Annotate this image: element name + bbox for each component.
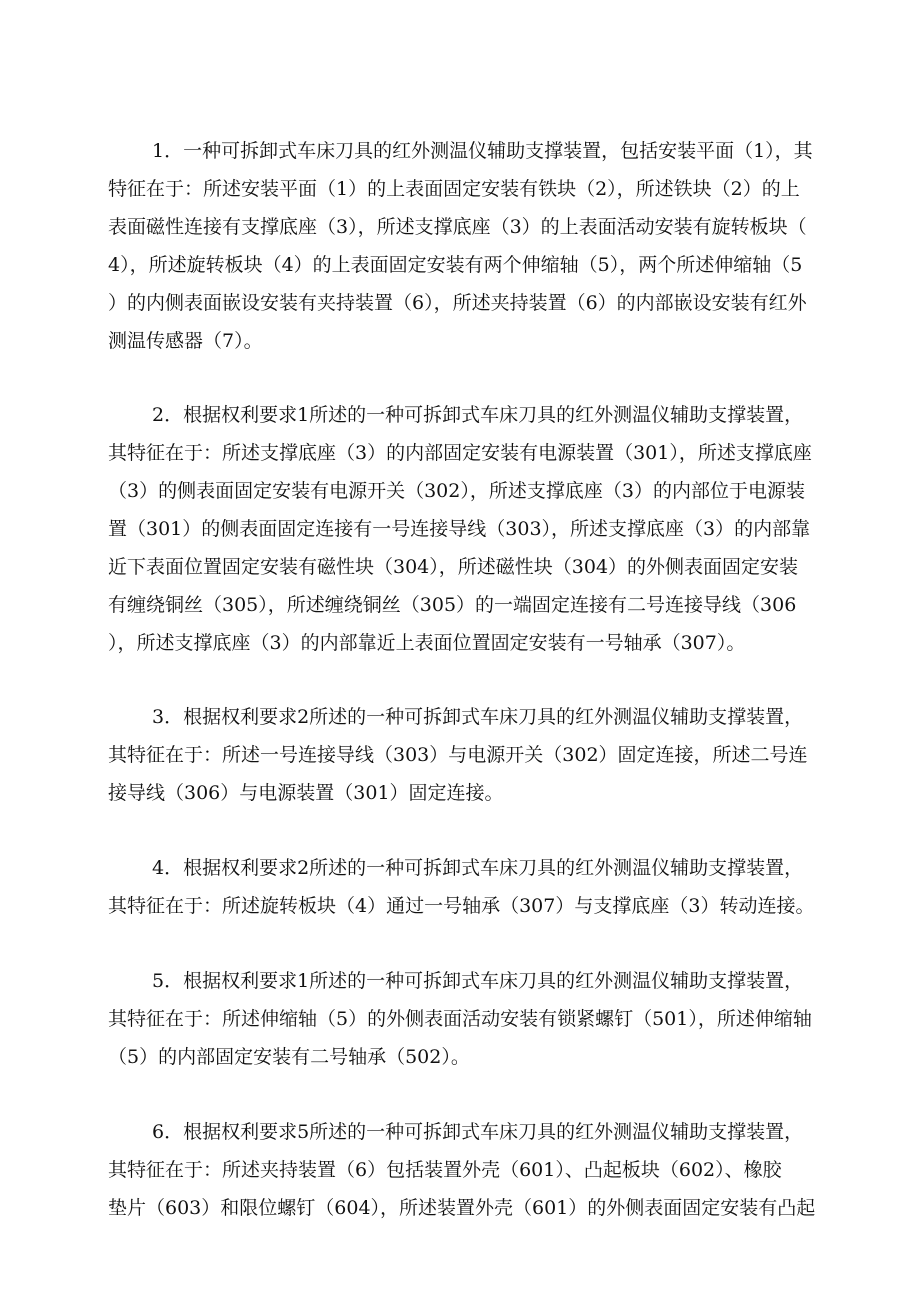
- claim-line: ），所述支撑底座（3）的内部靠近上表面位置固定安装有一号轴承（307）。: [108, 632, 746, 654]
- claim-4: [108, 849, 848, 925]
- claim-line: 特征在于：所述安装平面（1）的上表面固定安装有铁块（2），所述铁块（2）的上: [108, 178, 800, 200]
- claim-line: 6．根据权利要求5所述的一种可拆卸式车床刀具的红外测温仪辅助支撑装置，: [152, 1121, 804, 1143]
- claim-line: 2．根据权利要求1所述的一种可拆卸式车床刀具的红外测温仪辅助支撑装置，: [152, 404, 804, 426]
- claim-6: [108, 1113, 848, 1227]
- claim-2: [108, 396, 848, 662]
- claim-line: （3）的侧表面固定安装有电源开关（302），所述支撑底座（3）的内部位于电源装: [108, 480, 805, 502]
- claim-line: 表面磁性连接有支撑底座（3），所述支撑底座（3）的上表面活动安装有旋转板块（: [108, 216, 807, 238]
- claim-line: 垫片（603）和限位螺钉（604），所述装置外壳（601）的外侧表面固定安装有凸起: [108, 1197, 816, 1219]
- claim-line: 有缠绕铜丝（305），所述缠绕铜丝（305）的一端固定连接有二号连接导线（306: [108, 594, 797, 616]
- claim-5: [108, 962, 848, 1076]
- claim-line: 其特征在于：所述旋转板块（4）通过一号轴承（307）与支撑底座（3）转动连接。: [108, 895, 815, 917]
- claim-line: 1．一种可拆卸式车床刀具的红外测温仪辅助支撑装置，包括安装平面（1），其: [152, 140, 813, 162]
- claim-1: [108, 132, 848, 360]
- claim-line: 置（301）的侧表面固定连接有一号连接导线（303），所述支撑底座（3）的内部靠: [108, 518, 811, 540]
- claim-line: 近下表面位置固定安装有磁性块（304），所述磁性块（304）的外侧表面固定安装: [108, 556, 799, 578]
- claim-line: 其特征在于：所述一号连接导线（303）与电源开关（302）固定连接，所述二号连: [108, 744, 808, 766]
- claim-line: 3．根据权利要求2所述的一种可拆卸式车床刀具的红外测温仪辅助支撑装置，: [152, 706, 804, 728]
- claim-line: 其特征在于：所述夹持装置（6）包括装置外壳（601）、凸起板块（602）、橡胶: [108, 1159, 782, 1181]
- claim-line: （5）的内部固定安装有二号轴承（502）。: [108, 1046, 470, 1068]
- claim-line: ）的内侧表面嵌设安装有夹持装置（6），所述夹持装置（6）的内部嵌设安装有红外: [108, 292, 807, 314]
- claim-line: 4），所述旋转板块（4）的上表面固定安装有两个伸缩轴（5），两个所述伸缩轴（5: [108, 254, 803, 276]
- claim-line: 测温传感器（7）。: [108, 330, 263, 352]
- claim-3: [108, 698, 848, 812]
- claim-line: 其特征在于：所述支撑底座（3）的内部固定安装有电源装置（301），所述支撑底座: [108, 442, 812, 464]
- claim-line: 4．根据权利要求2所述的一种可拆卸式车床刀具的红外测温仪辅助支撑装置，: [152, 857, 804, 879]
- claim-line: 接导线（306）与电源装置（301）固定连接。: [108, 782, 504, 804]
- claim-line: 其特征在于：所述伸缩轴（5）的外侧表面活动安装有锁紧螺钉（501），所述伸缩轴: [108, 1008, 812, 1030]
- claim-line: 5．根据权利要求1所述的一种可拆卸式车床刀具的红外测温仪辅助支撑装置，: [152, 970, 804, 992]
